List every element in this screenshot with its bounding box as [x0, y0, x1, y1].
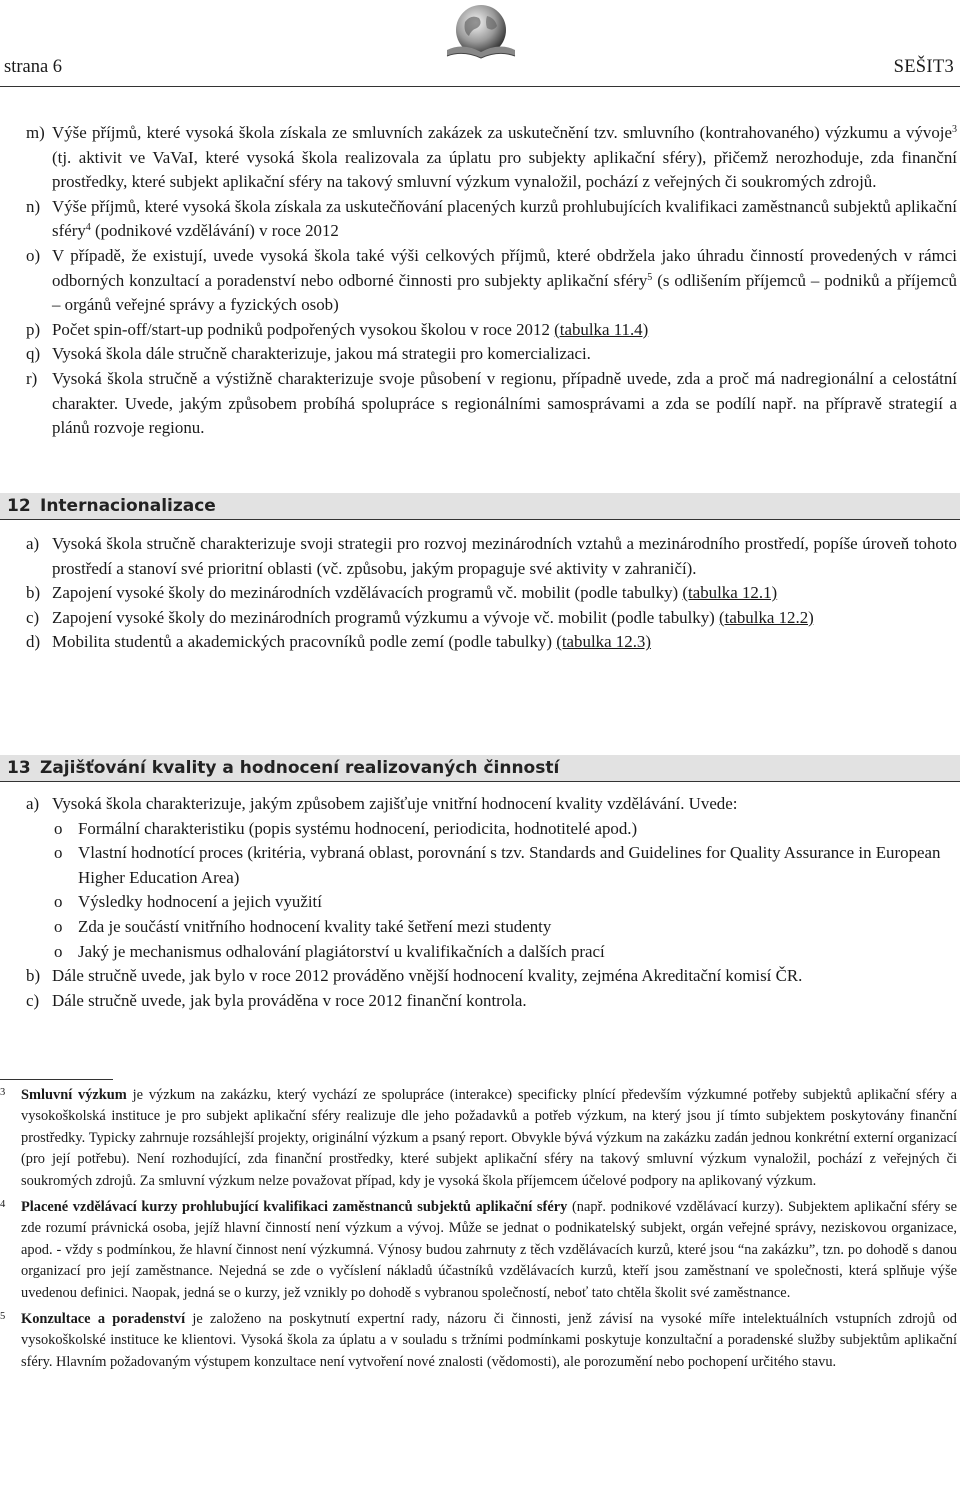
booklet-label: SEŠIT3	[893, 57, 954, 77]
footnote-rule	[0, 1079, 113, 1080]
table-link[interactable]: (tabulka 11.4)	[554, 319, 649, 339]
list-item: o) V případě, že existují, uvede vysoká škola také výši celkových příjmů, které obdržela jako úhradu činností provedených v rámci odborných konzultací a poradenství nebo odborné činnosti pro subjekty aplikační sféry$^5$ (s odlišením příjemců – podniků a příjemců – orgánů veřejné správy a fyzických osob)	[26, 245, 957, 315]
list-item: p) Počet spin-off/start-up podniků podpořených vysokou školou v roce 2012 (tabulka 11.4)	[26, 319, 649, 339]
section-12-items	[26, 532, 957, 655]
table-link[interactable]: (tabulka 12.1)	[682, 583, 778, 603]
list-item: c) Zapojení vysoké školy do mezinárodních programů výzkumu a vývoje vč. mobilit (podle tabulky) (tabulka 12.2)	[26, 607, 814, 627]
list-item: a) Vysoká škola stručně charakterizuje svoji strategii pro rozvoj mezinárodních vztahů a mezinárodního prostředí, popíše úroveň tohoto prostředí a stanoví své prioritní oblasti (vč. způsobu, jakým propaguje své aktivity v zahraničí).	[26, 534, 957, 578]
list-item: n) Výše příjmů, které vysoká škola získala za uskutečňování placených kurzů prohlubujících kvalifikaci zaměstnanců subjektů aplikační sféry$^4$ (podnikové vzdělávání) v roce 2012	[26, 196, 957, 241]
footnote: 5 Konzultace a poradenství je založeno na poskytnutí expertní rady, názoru či činnosti, jenž závisí na vysoké míře intelektuálních vstupních zdrojů od vysokoškolské instituce ke klientovi. Vysoká škola za úplatu a v souladu s tržními podmínkami poskytuje konzultační a poradenské služby subjektům aplikační sféry. Hlavním požadovaným výstupem konzultace není vytvoření nové znalosti (vědomosti), ale porozumění nebo pochopení určitého stavu.	[0, 1311, 957, 1370]
sub-list-item: o Výsledky hodnocení a jejich využití	[54, 892, 322, 912]
footnotes	[0, 1085, 957, 1378]
section-heading-12: 12 Internacionalizace	[0, 493, 960, 520]
list-item: a) Vysoká škola charakterizuje, jakým způsobem zajišťuje vnitřní hodnocení kvality vzdělávání. Uvede:	[26, 794, 738, 813]
footnote: 4 Placené vzdělávací kurzy prohlubující kvalifikaci zaměstnanců subjektů aplikační sféry (např. podnikové vzdělávací kurzy). Subjektem aplikační sféry se zde rozumí právnická osoba, jejíž hlavní činností není výzkum a vývoj. Může se jednat o podnikatelský subjekt, orgán veřejné správy, neziskovou organizace, apod. - vždy s podmínkou, že hlavní činnost není výzkumná. Výnosy budou zahrnuty z těch vzdělávacích kurzů, které jsou “na zakázku”, tzn. po dohodě s danou organizací pro její zaměstnance. Nejedná se zde o vyčíslení nákladů účastníků vzdělávacích kurzů, kteří jsou zaměstnaní ve společnosti, která splňuje výše uvedenou definici. Naopak, jedná se o kurzy, jež vznikly po dohodě s vybranou společností, neboť tato chtěla školit své zaměstnance.	[0, 1199, 957, 1301]
section-heading-13: 13 Zajišťování kvality a hodnocení realizovaných činností	[0, 755, 960, 782]
section-13-items	[26, 792, 957, 1013]
header-rule	[0, 86, 960, 87]
list-item: d) Mobilita studentů a akademických pracovníků podle zemí (podle tabulky) (tabulka 12.3)	[26, 632, 651, 652]
list-item: m) Výše příjmů, které vysoká škola získala ze smluvních zakázek za uskutečnění tzv. smluvního (kontrahovaného) výzkumu a vývoje$^3$ (tj. aktivit ve VaVaI, které vysoká škola realizovala za úplatu pro subjekty aplikační sféry), přičemž nerozhoduje, zda finanční prostředky, které subjekt aplikační sféry na takový smluvní výzkum vynaložil, pochází z veřejných či soukromých zdrojů.	[26, 123, 957, 192]
table-link[interactable]: (tabulka 12.2)	[719, 607, 814, 627]
list-item: r) Vysoká škola stručně a výstižně charakterizuje svoje působení v regionu, případně uvede, zda a proč má nadregionální a celostátní charakter. Uvede, jakým způsobem probíhá spolupráce s regionálními samosprávami a zda se podílí např. na přípravě strategií a plánů rozvoje regionu.	[26, 368, 957, 438]
sub-list-item: o Formální charakteristiku (popis systému hodnocení, periodicita, hodnotitelé apod.)	[54, 818, 638, 838]
globe-book-logo	[441, 2, 521, 64]
footnote: 3 Smluvní výzkum je výzkum na zakázku, který vychází ze spolupráce (interakce) specificky plnící především výzkumné potřeby subjektů aplikační sféry a vysokoškolská instituce je pro subjekt aplikační sféry realizuje dle jeho požadavků a potřeb výzkum, na který jsou jí tímto subjektem poskytovány finanční prostředky. Typicky zahrnuje rozsáhlejší projekty, originální výzkum a psaný report. Obvykle bývá výzkum na zakázku zadán jednou konkrétní externí organizací (pro její potřebu). Není rozhodující, zda finanční prostředky, které subjekt aplikační sféry na takový smluvní výzkum vynaložil, pochází z veřejných či soukromých zdrojů. Za smluvní výzkum nelze považovat případ, kdy je vysoká škola příjemcem účelové podpory na aplikovaný výzkum.	[0, 1087, 957, 1189]
sub-list-item: o Zda je součástí vnitřního hodnocení kvality také šetření mezi studenty	[54, 916, 552, 936]
sub-list-item: o Vlastní hodnotící proces (kritéria, vybraná oblast, porovnání s tzv. Standards and Guidelines for Quality Assurance in European Higher Education Area)	[54, 843, 941, 887]
table-link[interactable]: (tabulka 12.3)	[556, 632, 651, 652]
items-m-to-r	[26, 121, 957, 441]
list-item: b) Zapojení vysoké školy do mezinárodních vzdělávacích programů vč. mobilit (podle tabulky) (tabulka 12.1)	[26, 583, 778, 603]
page-number: strana 6	[4, 57, 63, 77]
list-item: q) Vysoká škola dále stručně charakterizuje, jakou má strategii pro komercializaci.	[26, 344, 591, 364]
list-item: c) Dále stručně uvede, jak byla prováděna v roce 2012 finanční kontrola.	[26, 990, 527, 1010]
sub-list-item: o Jaký je mechanismus odhalování plagiátorství u kvalifikačních a dalších prací	[54, 941, 605, 961]
list-item: b) Dále stručně uvede, jak bylo v roce 2012 prováděno vnější hodnocení kvality, zejména Akreditační komisí ČR.	[26, 966, 803, 986]
